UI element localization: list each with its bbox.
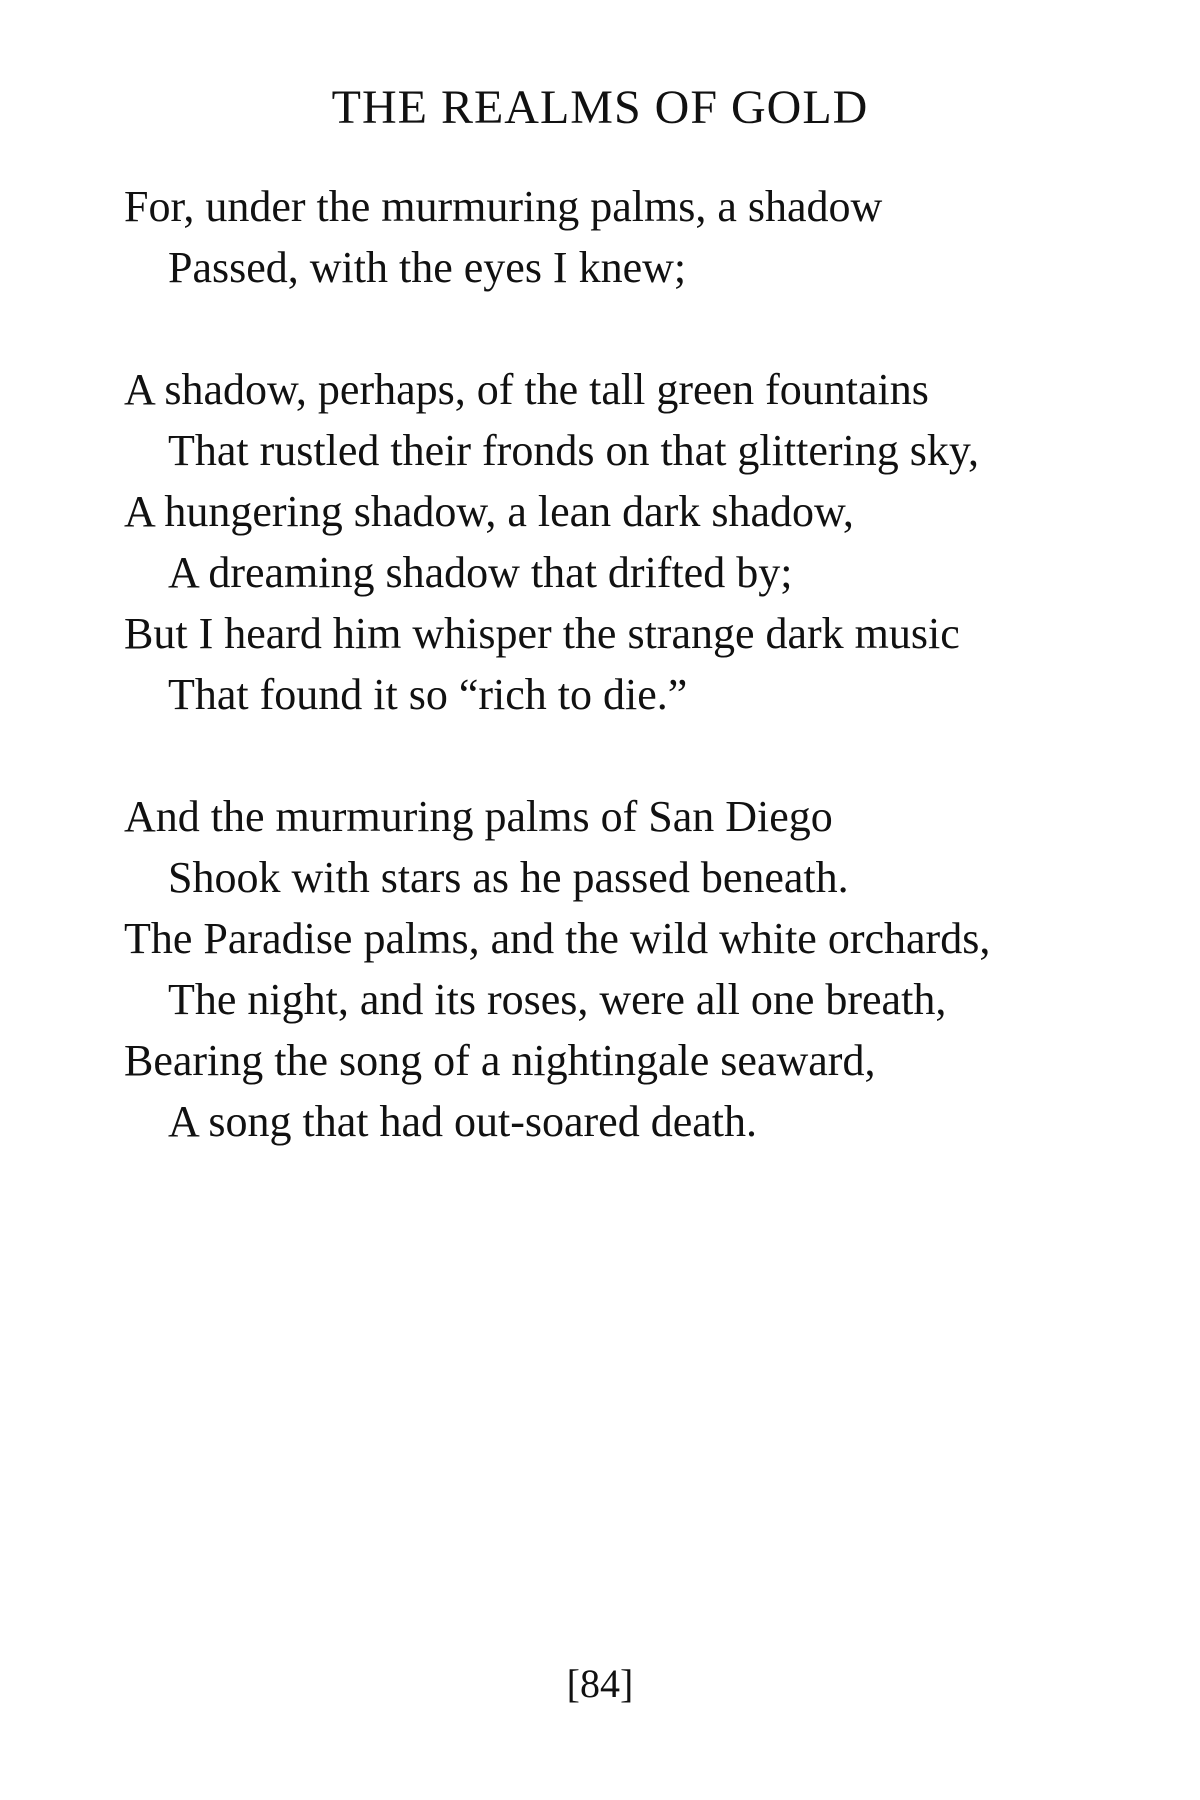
poem-line: A shadow, perhaps, of the tall green fountains [124, 365, 929, 414]
stanza-3 [124, 786, 1184, 1152]
poem-line: The night, and its roses, were all one breath, [168, 975, 947, 1024]
running-head: THE REALMS OF GOLD [331, 81, 869, 134]
poem-line: A hungering shadow, a lean dark shadow, [124, 487, 854, 536]
poem-line: The Paradise palms, and the wild white orchards, [124, 914, 991, 963]
poem [124, 176, 1184, 1213]
poem-line: A dreaming shadow that drifted by; [168, 548, 793, 597]
stanza-1 [124, 176, 1184, 298]
page-number: [84] [566, 1661, 634, 1706]
poem-line: And the murmuring palms of San Diego [124, 792, 833, 841]
poem-line: Shook with stars as he passed beneath. [168, 853, 849, 902]
poem-line: But I heard him whisper the strange dark music [124, 609, 960, 658]
poem-line: That found it so “rich to die.” [168, 670, 688, 719]
poem-line: Bearing the song of a nightingale seaward, [124, 1036, 876, 1085]
poem-line: For, under the murmuring palms, a shadow [124, 182, 883, 231]
poem-line: That rustled their fronds on that glittering sky, [168, 426, 979, 475]
stanza-2 [124, 359, 1184, 725]
poem-line: Passed, with the eyes I knew; [168, 243, 687, 292]
poem-line: A song that had out-soared death. [168, 1097, 757, 1146]
